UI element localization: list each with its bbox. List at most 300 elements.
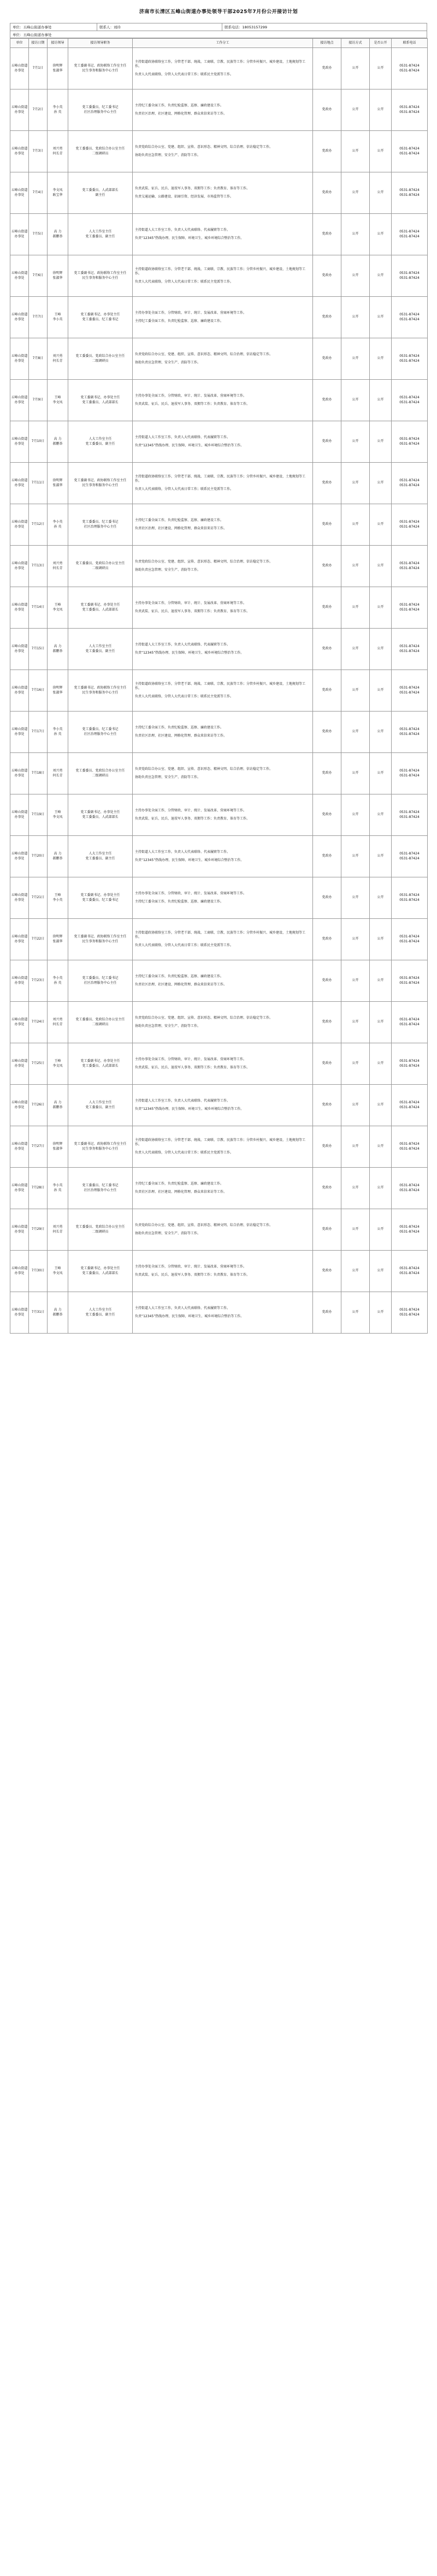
unit-cell-text: 五峰山街道办事处 <box>11 437 28 446</box>
date-cell <box>29 131 48 172</box>
place-cell-text: 党政办 <box>322 481 332 485</box>
method-cell <box>341 1292 370 1334</box>
leader-cell <box>48 1002 68 1043</box>
method-cell <box>341 421 370 463</box>
place-cell <box>313 1002 341 1043</box>
position-cell <box>68 1085 133 1126</box>
phone-cell-text: 0531-87424 0531-87424 <box>399 230 420 238</box>
public-cell-text: 公开 <box>377 232 384 236</box>
duty-paragraph: 协助负责应急管理、安全生产、消防等工作。 <box>135 775 201 779</box>
method-cell <box>341 338 370 380</box>
place-cell-text: 党政办 <box>322 688 332 692</box>
position-cell-text: 党工委副书记、政协联络工作室主任 民生事务和服务中心主任 <box>74 271 127 280</box>
leader-cell <box>48 629 68 670</box>
unit-cell-text: 五峰山街道办事处 <box>11 852 28 860</box>
place-cell <box>313 172 341 214</box>
place-cell-text: 党政办 <box>322 564 332 568</box>
phone-cell <box>392 338 428 380</box>
unit-cell <box>10 463 29 504</box>
phone-cell <box>392 1251 428 1292</box>
public-cell <box>370 380 392 421</box>
duty-paragraph: 主持办事处全面工作，分管财政、审计、统计、发展改革、营商环境等工作。 <box>135 311 247 315</box>
date-cell-text: 7月13日 <box>31 564 45 568</box>
public-cell-text: 公开 <box>377 564 384 568</box>
position-cell <box>68 794 133 836</box>
date-cell <box>29 338 48 380</box>
unit-cell-text: 五峰山街道办事处 <box>11 1308 28 1317</box>
public-cell <box>370 131 392 172</box>
leader-cell-text: 刘兴勇 何长青 <box>52 1018 63 1026</box>
position-cell <box>68 504 133 546</box>
leader-cell-text: 高 力 郝鹏举 <box>52 1101 63 1109</box>
date-cell-text: 7月15日 <box>31 647 45 651</box>
leader-cell-text: 王峰 李小英 <box>52 893 63 902</box>
method-cell <box>341 1085 370 1126</box>
method-cell-text: 公开 <box>352 1020 359 1024</box>
table-row <box>10 877 428 919</box>
duty-paragraph: 负责人大代表联络，分管人大代表日常工作；联系民主党派等工作。 <box>135 943 234 947</box>
phone-cell-text: 0531-87424 0531-87424 <box>399 976 420 985</box>
position-cell-text: 人大工作室主任 党工委委员、副主任 <box>85 644 115 653</box>
position-cell-text: 党工委委员、党政综合办公室主任 二级调研员 <box>75 1225 125 1234</box>
date-cell-text: 7月28日 <box>31 1186 45 1190</box>
phone-cell <box>392 1292 428 1334</box>
table-row <box>10 753 428 794</box>
public-cell-text: 公开 <box>377 937 384 941</box>
position-cell <box>68 338 133 380</box>
public-cell-text: 公开 <box>377 315 384 319</box>
place-cell <box>313 1126 341 1168</box>
unit-cell-text: 五峰山街道办事处 <box>11 935 28 943</box>
position-cell <box>68 546 133 587</box>
place-cell <box>313 877 341 919</box>
unit-cell <box>10 172 29 214</box>
position-cell <box>68 131 133 172</box>
position-cell-text: 党工委副书记、办事处主任 党工委委员、人武部部长 <box>80 810 120 819</box>
method-cell-text: 公开 <box>352 273 359 278</box>
duty-paragraph: 协助负责应急管理、安全生产、消防等工作。 <box>135 360 201 364</box>
method-cell-text: 公开 <box>352 688 359 692</box>
duty-paragraph: 主持街道人大工作室工作，负责人大代表联络、代表履职等工作。 <box>135 435 231 440</box>
unit-cell <box>10 836 29 877</box>
leader-cell-text: 李文凤 耿宝华 <box>52 188 63 197</box>
place-cell-text: 党政办 <box>322 730 332 734</box>
unit-cell-text: 五峰山街道办事处 <box>11 1059 28 1068</box>
method-cell <box>341 712 370 753</box>
leader-cell-text: 徐明辉 张淑华 <box>52 686 63 695</box>
position-cell-text: 党工委副书记、办事处主任 党工委委员、人武部部长 <box>80 396 120 404</box>
place-cell-text: 党政办 <box>322 1227 332 1232</box>
phone-cell <box>392 1209 428 1251</box>
method-cell-text: 公开 <box>352 315 359 319</box>
method-cell <box>341 463 370 504</box>
table-row <box>10 297 428 338</box>
table-body <box>10 48 428 1334</box>
duty-paragraph: 主持纪工委全面工作，负责纪检监察、巡察、廉政建设工作。 <box>135 726 224 730</box>
leader-cell <box>48 297 68 338</box>
duty-paragraph: 主持街道人大工作室工作，负责人大代表联络、代表履职等工作。 <box>135 1099 231 1103</box>
date-cell-text: 7月12日 <box>31 522 45 527</box>
phone-cell-text: 0531-87424 0531-87424 <box>399 147 420 156</box>
public-cell-text: 公开 <box>377 895 384 900</box>
unit-cell <box>10 1043 29 1085</box>
leader-cell <box>48 546 68 587</box>
unit-cell <box>10 297 29 338</box>
position-cell-text: 党工委委员、纪工委书记 社区治理服务中心主任 <box>82 1184 119 1192</box>
duties-cell <box>133 1251 313 1292</box>
position-cell <box>68 297 133 338</box>
public-cell-text: 公开 <box>377 66 384 70</box>
duty-paragraph: 负责人大代表联络，分管人大代表日常工作；联系民主党派等工作。 <box>135 279 234 284</box>
position-cell <box>68 712 133 753</box>
method-cell-text: 公开 <box>352 1310 359 1314</box>
position-cell-text: 党工委副书记、办事处主任 党工委委员、人武部部长 <box>80 603 120 612</box>
public-cell <box>370 297 392 338</box>
place-cell <box>313 670 341 712</box>
date-cell <box>29 463 48 504</box>
leader-cell <box>48 877 68 919</box>
unit-cell <box>10 587 29 629</box>
table-row <box>10 214 428 255</box>
leader-cell-text: 王峰 李文凤 <box>52 603 63 612</box>
leader-cell <box>48 1209 68 1251</box>
duties-cell <box>133 1085 313 1126</box>
table-row <box>10 504 428 546</box>
public-cell-text: 公开 <box>377 978 384 983</box>
phone-cell <box>392 1126 428 1168</box>
leader-cell <box>48 48 68 89</box>
date-cell-text: 7月22日 <box>31 937 45 941</box>
phone-cell-text: 0531-87424 0531-87424 <box>399 644 420 653</box>
position-cell <box>68 1292 133 1334</box>
public-cell <box>370 338 392 380</box>
leader-cell-text: 徐明辉 张淑华 <box>52 479 63 487</box>
header-cell: 工作分工 <box>133 39 313 48</box>
table-row <box>10 587 428 629</box>
unit-cell <box>10 1085 29 1126</box>
place-cell-text: 党政办 <box>322 232 332 236</box>
place-cell <box>313 1209 341 1251</box>
unit-cell <box>10 1209 29 1251</box>
date-cell-text: 7月17日 <box>31 730 45 734</box>
duty-paragraph: 主持办事处全面工作，分管财政、审计、统计、发展改革、营商环境等工作。 <box>135 809 247 813</box>
duty-paragraph: 负责人大代表联络，分管人大代表日常工作；联系民主党派等工作。 <box>135 1150 234 1155</box>
unit-cell-text: 五峰山街道办事处 <box>11 1142 28 1151</box>
public-cell <box>370 877 392 919</box>
date-cell-text: 7月16日 <box>31 688 45 692</box>
duty-paragraph: 主持办事处全面工作，分管财政、审计、统计、发展改革、营商环境等工作。 <box>135 892 247 896</box>
date-cell-text: 7月29日 <box>31 1227 45 1232</box>
duties-cell <box>133 629 313 670</box>
method-cell <box>341 214 370 255</box>
phone-cell-text: 0531-87424 0531-87424 <box>399 64 420 73</box>
position-cell <box>68 587 133 629</box>
duty-paragraph: 主持街道政协联络室工作，分管老干部、统战、工商联、宗教、民族等工作；分管乡村振兴、城乡建设、土地规划等工作。 <box>135 1138 306 1147</box>
phone-cell-text: 0531-87424 0531-87424 <box>399 1018 420 1026</box>
duty-paragraph: 负责武装、征兵、民兵、退役军人事务、双拥等工作；负责教育、体育等工作。 <box>135 1065 250 1069</box>
place-cell <box>313 48 341 89</box>
table-row <box>10 1292 428 1334</box>
header-cell: 联系电话 <box>392 39 428 48</box>
date-cell <box>29 380 48 421</box>
date-cell <box>29 172 48 214</box>
place-cell-text: 党政办 <box>322 1061 332 1066</box>
leader-cell-text: 李小英 孙 英 <box>52 1184 63 1192</box>
duty-paragraph: 主持街道政协联络室工作，分管老干部、统战、工商联、宗教、民族等工作；分管乡村振兴、城乡建设、土地规划等工作。 <box>135 267 306 276</box>
public-cell-text: 公开 <box>377 1310 384 1314</box>
date-cell <box>29 753 48 794</box>
method-cell <box>341 960 370 1002</box>
place-cell-text: 党政办 <box>322 107 332 112</box>
phone-cell <box>392 794 428 836</box>
leader-cell-text: 高 力 郝鹏举 <box>52 437 63 446</box>
place-cell <box>313 629 341 670</box>
duty-paragraph: 主持街道人大工作室工作，负责人大代表联络、代表履职等工作。 <box>135 228 231 232</box>
method-cell <box>341 380 370 421</box>
place-cell-text: 党政办 <box>322 273 332 278</box>
method-cell <box>341 1126 370 1168</box>
position-cell-text: 人大工作室主任 党工委委员、副主任 <box>85 852 115 860</box>
place-cell <box>313 836 341 877</box>
position-cell <box>68 960 133 1002</box>
phone-cell <box>392 380 428 421</box>
unit-cell-text: 五峰山街道办事处 <box>11 686 28 695</box>
leader-cell-text: 高 力 郝鹏举 <box>52 644 63 653</box>
date-cell-text: 7月9日 <box>32 398 44 402</box>
phone-cell <box>392 172 428 214</box>
position-cell-text: 党工委副书记、政协联络工作室主任 民生事务和服务中心主任 <box>74 935 127 943</box>
schedule-table <box>10 38 428 1334</box>
place-cell <box>313 504 341 546</box>
position-cell-text: 党工委委员、人武部部长 副主任 <box>82 188 119 197</box>
place-cell <box>313 1043 341 1085</box>
public-cell <box>370 1292 392 1334</box>
table-row <box>10 1209 428 1251</box>
leader-cell <box>48 919 68 960</box>
method-cell-text: 公开 <box>352 978 359 983</box>
unit-cell <box>10 629 29 670</box>
position-cell-text: 党工委副书记、办事处主任 党工委委员、人武部部长 <box>80 1266 120 1275</box>
public-cell-text: 公开 <box>377 647 384 651</box>
date-cell-text: 7月3日 <box>32 149 44 153</box>
method-cell-text: 公开 <box>352 854 359 858</box>
duty-paragraph: 负责交通运输、公路建设、招商引资、经济发展、市场监管等工作。 <box>135 194 234 199</box>
date-cell <box>29 1002 48 1043</box>
meta-contact: 联系人：刘玲 <box>97 23 222 31</box>
duties-cell <box>133 255 313 297</box>
date-cell-text: 7月14日 <box>31 605 45 609</box>
method-cell-text: 公开 <box>352 1103 359 1107</box>
unit-cell <box>10 48 29 89</box>
position-cell <box>68 48 133 89</box>
public-cell <box>370 1085 392 1126</box>
phone-cell-text: 0531-87424 0531-87424 <box>399 188 420 197</box>
date-cell-text: 7月8日 <box>32 356 44 361</box>
phone-cell-text: 0531-87424 0531-87424 <box>399 1059 420 1068</box>
public-cell-text: 公开 <box>377 1227 384 1232</box>
duties-cell <box>133 836 313 877</box>
duty-paragraph: 主持街道政协联络室工作，分管老干部、统战、工商联、宗教、民族等工作；分管乡村振兴、城乡建设、土地规划等工作。 <box>135 931 306 940</box>
position-cell-text: 党工委副书记、办事处主任 党工委委员、纪工委书记 <box>80 313 120 321</box>
phone-cell <box>392 836 428 877</box>
table-row <box>10 1085 428 1126</box>
method-cell-text: 公开 <box>352 149 359 153</box>
date-cell-text: 7月30日 <box>31 1269 45 1273</box>
table-row <box>10 48 428 89</box>
date-cell-text: 7月21日 <box>31 895 45 900</box>
date-cell <box>29 960 48 1002</box>
date-cell <box>29 546 48 587</box>
leader-cell <box>48 836 68 877</box>
table-row <box>10 89 428 131</box>
position-cell <box>68 1209 133 1251</box>
unit-cell <box>10 1168 29 1209</box>
duty-paragraph: 主持办事处全面工作，分管财政、审计、统计、发展改革、营商环境等工作。 <box>135 1265 247 1269</box>
unit-cell <box>10 380 29 421</box>
position-cell-text: 人大工作室主任 党工委委员、副主任 <box>85 437 115 446</box>
unit-cell-text: 五峰山街道办事处 <box>11 561 28 570</box>
unit-cell <box>10 255 29 297</box>
duties-cell <box>133 463 313 504</box>
date-cell-text: 7月23日 <box>31 978 45 983</box>
place-cell-text: 党政办 <box>322 1186 332 1190</box>
duty-paragraph: 负责社区治理、社区建设、网格化管理、群众来信来访等工作。 <box>135 982 227 987</box>
unit-cell <box>10 546 29 587</box>
unit-cell <box>10 131 29 172</box>
date-cell <box>29 297 48 338</box>
public-cell-text: 公开 <box>377 481 384 485</box>
phone-cell <box>392 131 428 172</box>
unit-cell-text: 五峰山街道办事处 <box>11 769 28 778</box>
table-row <box>10 794 428 836</box>
phone-cell <box>392 1085 428 1126</box>
method-cell-text: 公开 <box>352 190 359 195</box>
date-cell-text: 7月10日 <box>31 439 45 444</box>
method-cell-text: 公开 <box>352 522 359 527</box>
leader-cell <box>48 421 68 463</box>
phone-cell-text: 0531-87424 0531-87424 <box>399 1142 420 1151</box>
date-cell-text: 7月26日 <box>31 1103 45 1107</box>
place-cell-text: 党政办 <box>322 1310 332 1314</box>
date-cell-text: 7月25日 <box>31 1061 45 1066</box>
unit-cell <box>10 1292 29 1334</box>
phone-cell-text: 0531-87424 0531-87424 <box>399 520 420 529</box>
date-cell <box>29 48 48 89</box>
public-cell <box>370 919 392 960</box>
duty-paragraph: 主持街道人大工作室工作，负责人大代表联络、代表履职等工作。 <box>135 643 231 647</box>
public-cell-text: 公开 <box>377 356 384 361</box>
position-cell <box>68 1251 133 1292</box>
method-cell <box>341 89 370 131</box>
duty-paragraph: 负责社区治理、社区建设、网格化管理、群众来信来访等工作。 <box>135 111 227 116</box>
position-cell <box>68 421 133 463</box>
place-cell <box>313 338 341 380</box>
method-cell-text: 公开 <box>352 1144 359 1149</box>
table-row <box>10 338 428 380</box>
meta-line <box>10 23 427 31</box>
leader-cell-text: 王峰 李文凤 <box>52 810 63 819</box>
position-cell-text: 党工委委员、党政综合办公室主任 二级调研员 <box>75 147 125 156</box>
leader-cell <box>48 960 68 1002</box>
position-cell-text: 党工委副书记、政协联络工作室主任 民生事务和服务中心主任 <box>74 479 127 487</box>
public-cell-text: 公开 <box>377 398 384 402</box>
duty-paragraph: 主持纪工委全面工作，负责纪检监察、巡察、廉政建设工作。 <box>135 899 224 904</box>
public-cell-text: 公开 <box>377 812 384 817</box>
place-cell-text: 党政办 <box>322 978 332 983</box>
position-cell-text: 党工委副书记、办事处主任 党工委委员、人武部部长 <box>80 1059 120 1068</box>
place-cell-text: 党政办 <box>322 895 332 900</box>
method-cell-text: 公开 <box>352 1061 359 1066</box>
duties-cell <box>133 670 313 712</box>
place-cell <box>313 587 341 629</box>
public-cell-text: 公开 <box>377 730 384 734</box>
phone-cell <box>392 546 428 587</box>
leader-cell-text: 王峰 李文凤 <box>52 1266 63 1275</box>
leader-cell-text: 王峰 李文凤 <box>52 1059 63 1068</box>
header-cell: 接访领导 <box>48 39 68 48</box>
duty-paragraph: 负责党政综合办公室、党建、组织、宣传、意识形态、精神文明、综合治理、信访稳定等工作。 <box>135 560 273 564</box>
leader-cell <box>48 1085 68 1126</box>
method-cell <box>341 753 370 794</box>
leader-cell-text: 刘兴勇 何长青 <box>52 147 63 156</box>
duties-cell <box>133 89 313 131</box>
public-cell-text: 公开 <box>377 1144 384 1149</box>
public-cell-text: 公开 <box>377 439 384 444</box>
public-cell-text: 公开 <box>377 854 384 858</box>
place-cell <box>313 1251 341 1292</box>
phone-cell-text: 0531-87424 0531-87424 <box>399 1184 420 1192</box>
place-cell <box>313 1292 341 1334</box>
unit-cell-text: 五峰山街道办事处 <box>11 396 28 404</box>
public-cell-text: 公开 <box>377 273 384 278</box>
public-cell <box>370 89 392 131</box>
unit-cell-text: 五峰山街道办事处 <box>11 893 28 902</box>
leader-cell <box>48 214 68 255</box>
leader-cell <box>48 712 68 753</box>
duties-cell <box>133 919 313 960</box>
duty-paragraph: 负责社区治理、社区建设、网格化管理、群众来信来访等工作。 <box>135 733 227 738</box>
phone-cell-text: 0531-87424 0531-87424 <box>399 852 420 860</box>
position-cell <box>68 1168 133 1209</box>
date-cell-text: 7月18日 <box>31 771 45 775</box>
duty-paragraph: 主持办事处全面工作，分管财政、审计、统计、发展改革、营商环境等工作。 <box>135 1057 247 1062</box>
header-cell: 接访地点 <box>313 39 341 48</box>
leader-cell-text: 王峰 李小英 <box>52 313 63 321</box>
place-cell-text: 党政办 <box>322 149 332 153</box>
duties-cell <box>133 172 313 214</box>
table-row <box>10 463 428 504</box>
leader-cell-text: 徐明辉 张淑华 <box>52 271 63 280</box>
duty-paragraph: 主持纪工委全面工作，负责纪检监察、巡察、廉政建设工作。 <box>135 104 224 108</box>
public-cell <box>370 629 392 670</box>
unit-cell <box>10 753 29 794</box>
unit-cell-text: 五峰山街道办事处 <box>11 1101 28 1109</box>
method-cell <box>341 794 370 836</box>
phone-cell <box>392 1002 428 1043</box>
phone-cell <box>392 587 428 629</box>
method-cell-text: 公开 <box>352 564 359 568</box>
duty-paragraph: 负责武装、征兵、民兵、退役军人事务、双拥等工作；负责教育、体育等工作。 <box>135 402 250 406</box>
method-cell-text: 公开 <box>352 730 359 734</box>
table-row <box>10 1168 428 1209</box>
phone-cell <box>392 1168 428 1209</box>
leader-cell-text: 徐明辉 张淑华 <box>52 64 63 73</box>
public-cell-text: 公开 <box>377 107 384 112</box>
place-cell <box>313 794 341 836</box>
date-cell-text: 7月27日 <box>31 1144 45 1149</box>
position-cell <box>68 919 133 960</box>
phone-cell-text: 0531-87424 0531-87424 <box>399 271 420 280</box>
